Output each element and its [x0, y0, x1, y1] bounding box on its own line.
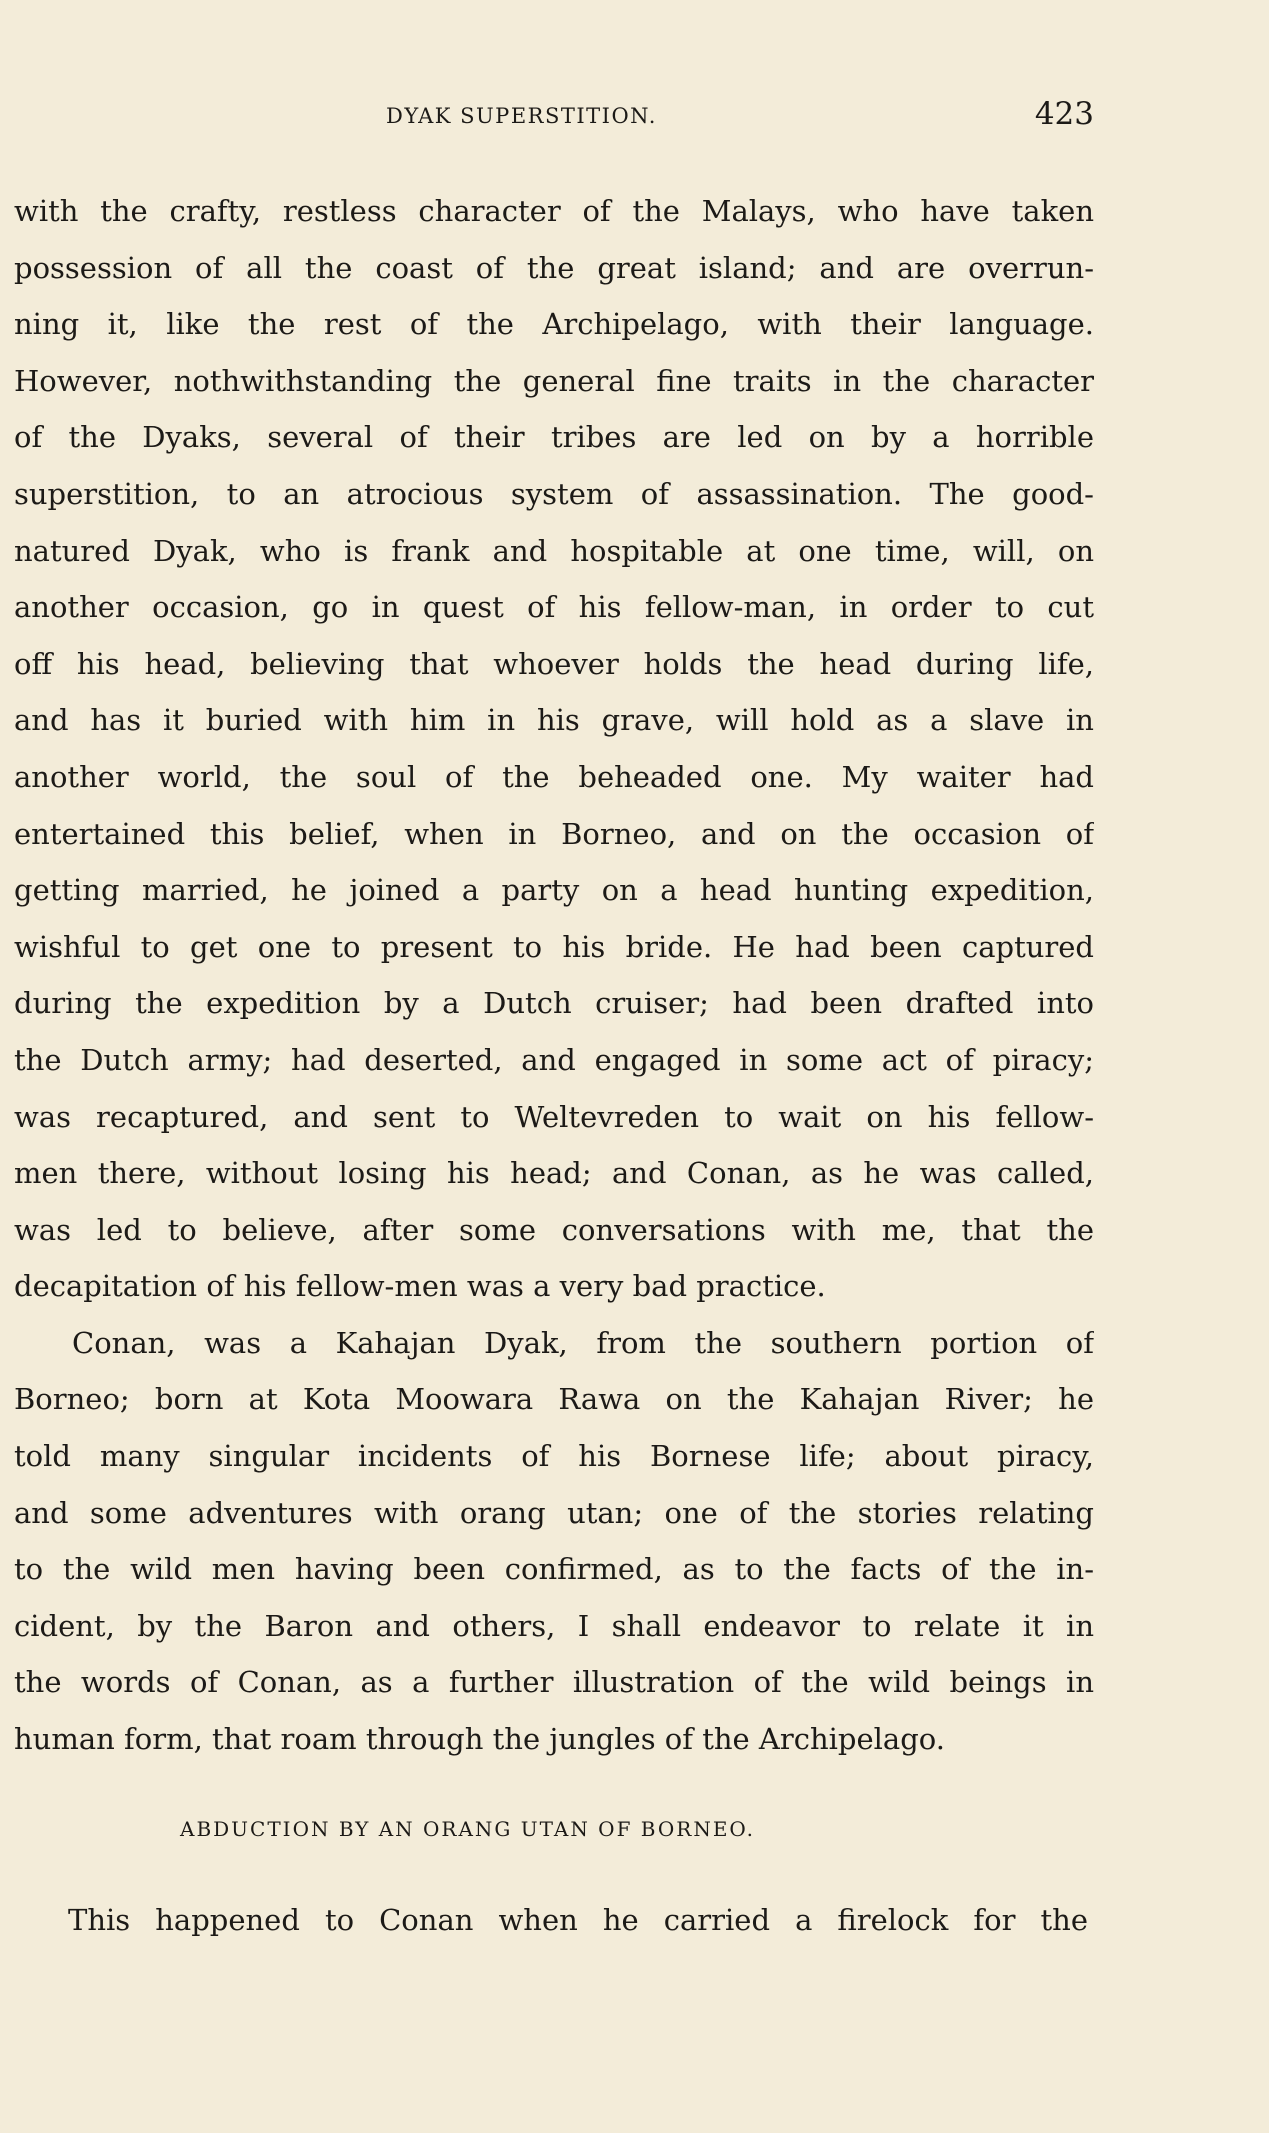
text-line: wishful to get one to present to his bride. He had been captured	[14, 929, 1094, 964]
text-line: decapitation of his fellow-men was a very bad practice.	[14, 1269, 826, 1304]
text-line: the words of Conan, as a further illustration of the wild beings in	[14, 1665, 1094, 1700]
text-line: Borneo; born at Kota Moowara Rawa on the Kahajan River; he	[14, 1382, 1094, 1417]
text-line: cident, by the Baron and others, I shall endeavor to relate it in	[14, 1608, 1094, 1643]
text-line: off his head, believing that whoever holds the head during life,	[14, 646, 1094, 681]
section-first-line: This happened to Conan when he carried a firelock for the	[68, 1903, 1088, 1937]
text-line: during the expedition by a Dutch cruiser; had been drafted into	[14, 986, 1094, 1021]
running-header	[14, 96, 1094, 136]
text-line: human form, that roam through the jungles of the Archipelago.	[14, 1722, 945, 1757]
text-line: Conan, was a Kahajan Dyak, from the southern portion of	[72, 1325, 1094, 1360]
running-title: DYAK SUPERSTITION.	[386, 104, 657, 128]
text-line: natured Dyak, who is frank and hospitable at one time, will, on	[14, 533, 1094, 568]
text-line: superstition, to an atrocious system of assassination. The good-	[14, 476, 1094, 511]
text-line: the Dutch army; had deserted, and engaged in some act of piracy;	[14, 1042, 1094, 1077]
text-line: told many singular incidents of his Bornese life; about piracy,	[14, 1439, 1094, 1474]
paragraph-1	[14, 183, 1094, 1315]
page-number: 423	[1034, 96, 1094, 132]
text-line: of the Dyaks, several of their tribes are led on by a horrible	[14, 420, 1094, 455]
text-line: However, nothwithstanding the general fine traits in the character	[14, 363, 1094, 398]
text-line: entertained this belief, when in Borneo, and on the occasion of	[14, 816, 1094, 851]
text-line: another world, the soul of the beheaded one. My waiter had	[14, 759, 1094, 794]
paragraph-2	[14, 1315, 1094, 1768]
text-line: was recaptured, and sent to Weltevreden to wait on his fellow-	[14, 1099, 1094, 1134]
text-line: to the wild men having been confirmed, as to the facts of the in-	[14, 1552, 1094, 1587]
section-heading: ABDUCTION BY AN ORANG UTAN OF BORNEO.	[180, 1817, 756, 1841]
text-line: men there, without losing his head; and Conan, as he was called,	[14, 1156, 1094, 1191]
body-text	[14, 183, 1094, 1768]
text-line: and has it buried with him in his grave, will hold as a slave in	[14, 703, 1094, 738]
text-line: possession of all the coast of the great island; and are overrun-	[14, 250, 1094, 285]
text-line: with the crafty, restless character of the Malays, who have taken	[14, 194, 1094, 228]
text-line: getting married, he joined a party on a head hunting expedition,	[14, 873, 1094, 908]
text-line: another occasion, go in quest of his fellow-man, in order to cut	[14, 590, 1094, 625]
text-line: and some adventures with orang utan; one of the stories relating	[14, 1495, 1094, 1530]
text-line: was led to believe, after some conversations with me, that the	[14, 1212, 1094, 1247]
text-line: ning it, like the rest of the Archipelago, with their language.	[14, 307, 1094, 342]
